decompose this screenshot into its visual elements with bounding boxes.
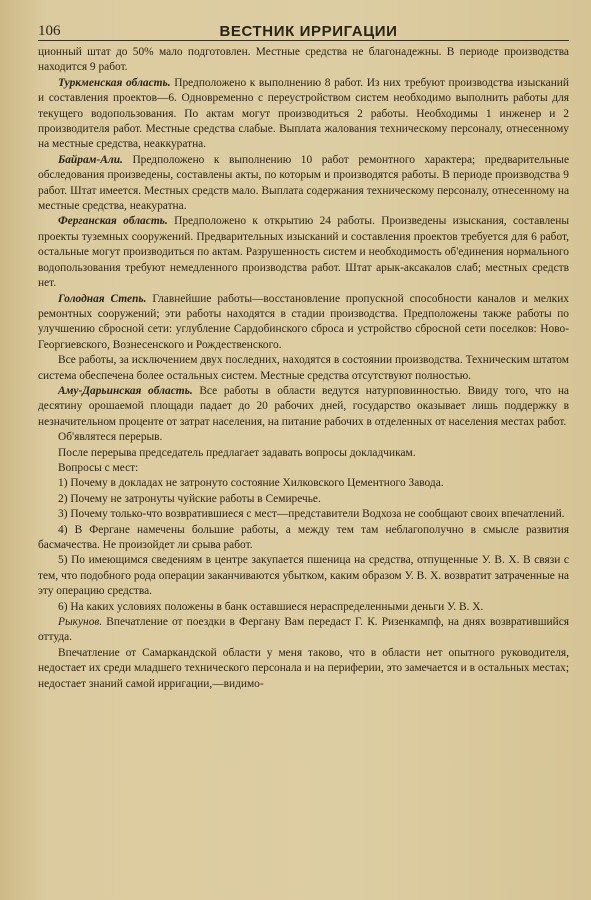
paragraph [38,600,569,615]
paragraph-text: Все работы, за исключением двух последних, находятся в состоянии производства. Техническим штатом система обеспечена более остальных систем. Местные средства отсутствуют полностью. [38,354,569,382]
paragraph [38,461,569,476]
paragraph [38,384,569,430]
paragraph [38,45,569,76]
paragraph-text: Главнейшие работы—восстановление пропускной способности каналов и мелких ремонтных сооружений; эти работы находятся в стадии производства. Предположены также работы по улучшению сбросной сети: углубление Сардобинского сброса и устройство сбросной сети поселков: Ново-Георгиевского, Вознесенского и Рождественского. [38,292,569,351]
region-heading: Ферганская область. [58,215,168,228]
speaker-name: Рыкунов. [58,616,103,629]
paragraph [38,646,569,692]
paragraph [38,353,569,384]
paragraph [38,553,569,599]
paragraph-text: Вопросы с мест: [58,461,139,474]
region-heading: Туркменская область. [58,76,171,89]
paragraph-text: 5) По имеющимся сведениям в центре закупается пшеница на средства, отпущенные У. В. Х. В связи с тем, что подобного рода операции заканчиваются убытком, каким образом У. В. Х. возвратит затраченные на эту операцию средства. [38,554,569,598]
paragraph [38,292,569,354]
paragraph-text: Предположено к выполнению 8 работ. Из них требуют производства изысканий и составления проектов—6. Одновременно с переустройством систем необходимо выполнить работы для текущего водопользования. По актам могут производиться 2 работы. Необходимы 1 инженер и 2 производителя работ. Местные средства слабые. Выплата жалования техническому персоналу, отнесенному на местные средства, неаккуратна. [38,76,569,151]
region-heading: Аму-Дарьинская область. [58,384,193,397]
article-body [38,45,569,692]
region-heading: Байрам-Али. [58,153,123,166]
page-number: 106 [38,23,61,39]
paragraph-text: 6) На каких условиях положены в банк оставшиеся нераспределенными деньги У. В. Х. [58,600,484,613]
paragraph [38,615,569,646]
paragraph [38,214,569,291]
paragraph [38,476,569,491]
paragraph [38,492,569,507]
paragraph [38,507,569,522]
paragraph-text: 3) Почему только-что возвратившиеся с мест—представители Водхоза не сообщают своих впечатлений. [58,508,565,521]
paragraph-text: Впечатление от Самаркандской области у меня таково, что в области нет опытного руководителя, недостает их среди младшего технического персонала и на периферии, это замечается и в остальных местах; недостает знаний самой ирригации,—видимо- [38,646,569,690]
page-header [38,10,569,41]
paragraph [38,446,569,461]
paragraph-text: Предположено к выполнению 10 работ ремонтного характера; предварительные обследования произведены, составлены акты, по которым и производятся работы. В периоде производства 9 работ. Штат имеется. Местных средств мало. Выплата содержания техническому персоналу, отнесенному на местные средства, неакуратна. [38,153,569,213]
paragraph-text: 1) Почему в докладах не затронуто состояние Хилковского Цементного Завода. [58,477,444,490]
paragraph [38,430,569,445]
paragraph-text: После перерыва председатель предлагает задавать вопросы докладчикам. [58,446,416,459]
paragraph [38,76,569,153]
paragraph [38,523,569,554]
paragraph [38,153,569,215]
paragraph-text: Предположено к открытию 24 работы. Произведены изыскания, составлены проекты туземных сооружений. Предварительных изысканий и составления проектов требуется для 6 работ, остальные могут производиться по актам. Разрушенность систем и необходимость об'единения нормального водопользования требуют немедленного производства работ. Штат арык-аксакалов слаб; местных средств нет. [38,215,569,290]
paragraph-text: 2) Почему не затронуты чуйские работы в Семиречье. [58,492,321,505]
paragraph-text: ционный штат до 50% мало подготовлен. Местные средства не благонадежны. В периоде производства находится 9 работ. [38,46,569,74]
paragraph-text: Впечатление от поездки в Фергану Вам передаст Г. К. Ризенкампф, на днях возвратившийся оттуда. [38,616,569,644]
journal-title: ВЕСТНИК ИРРИГАЦИИ [219,23,398,40]
paragraph-text: Об'являтеся перерыв. [58,431,163,444]
region-heading: Голодная Степь. [58,292,147,305]
paragraph-text: 4) В Фергане намечены большие работы, а между тем там неблагополучно в смысле развития басмачества. Не произойдет ли срыва работ. [38,523,569,551]
paragraph-text: Все работы в области ведутся натурповинностью. Ввиду того, что на десятину орошаемой площади падает до 20 рабочих дней, государство оказывает лишь поддержку в незначительном проценте от затрат населения, на питание рабочих в отделенных от населения местах работ. [38,384,569,428]
